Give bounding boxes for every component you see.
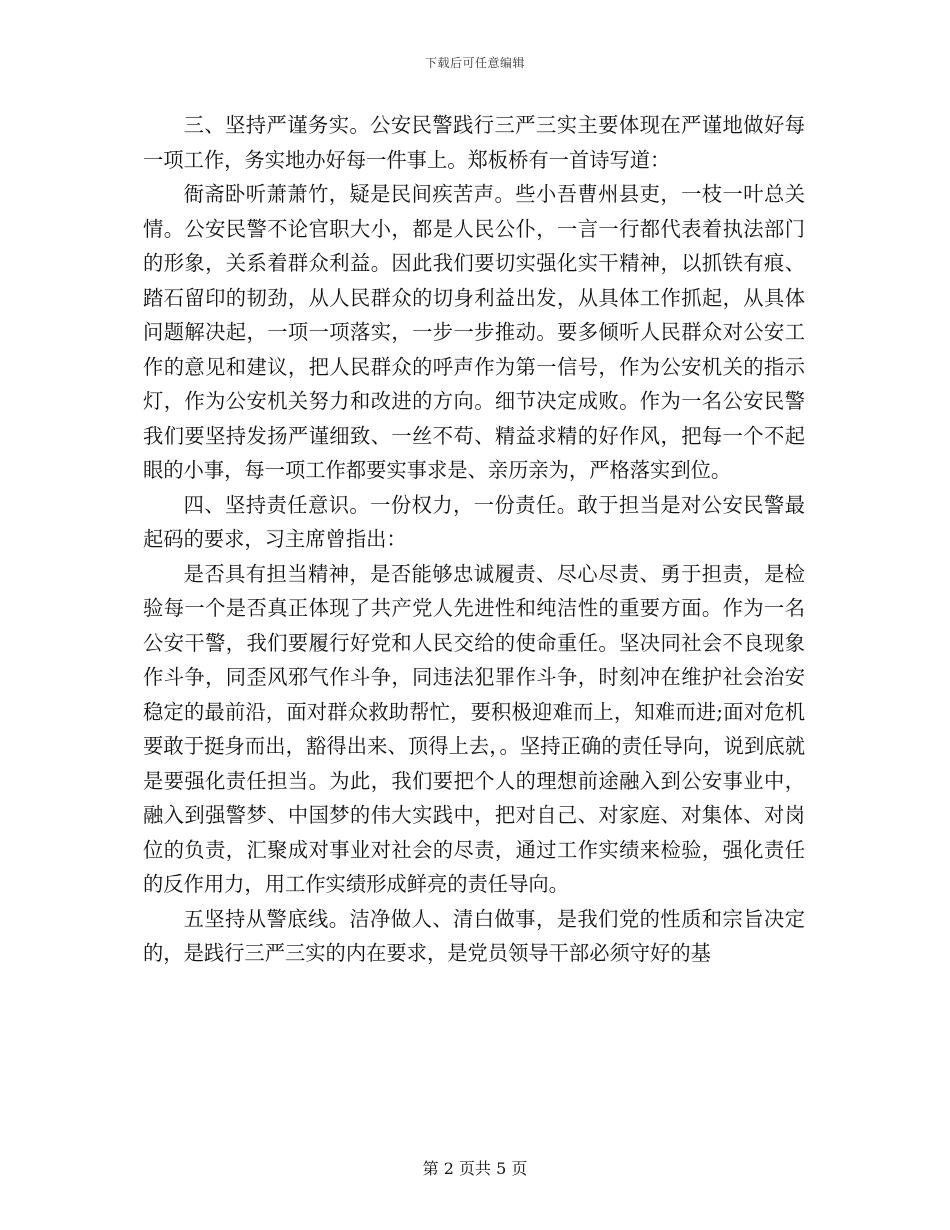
paragraph-poem-quote: 衙斋卧听萧萧竹，疑是民间疾苦声。些小吾曹州县吏，一枝一叶总关情。公安民警不论官职大小，都是人民公仆，一言一行都代表着执法部门的形象，关系着群众利益。因此我们要切实强化实干精神，以抓铁有痕、踏石留印的韧劲，从人民群众的切身利益出发，从具体工作抓起，从具体问题解决起，一项一项落实，一步一步推动。要多倾听人民群众对公安工作的意见和建议，把人民群众的呼声作为第一信号，作为公安机关的指示灯，作为公安机关努力和改进的方向。细节决定成败。作为一名公安民警我们要坚持发扬严谨细致、一丝不苟、精益求精的好作风，把每一个不起眼的小事，每一项工作都要实事求是、亲历亲为，严格落实到位。 xyxy=(143,182,805,482)
page-number: 第 2 页共 5 页 xyxy=(422,1159,528,1178)
paragraph-responsibility: 四、坚持责任意识。一份权力，一份责任。敢于担当是对公安民警最起码的要求，习主席曾指出： xyxy=(143,492,805,551)
page-header-note: 下载后可任意编辑 xyxy=(424,56,525,70)
paragraph-bottom-line: 五坚持从警底线。洁净做人、清白做事，是我们党的性质和宗旨决定的，是践行三严三实的内在要求，是党员领导干部必须守好的基 xyxy=(143,906,805,965)
document-body xyxy=(143,108,805,971)
paragraph-strict-pragmatic: 三、坚持严谨务实。公安民警践行三严三实主要体现在严谨地做好每一项工作，务实地办好每一件事上。郑板桥有一首诗写道： xyxy=(143,113,805,172)
paragraph-responsibility-detail: 是否具有担当精神，是否能够忠诚履责、尽心尽责、勇于担责，是检验每一个是否真正体现了共产党人先进性和纯洁性的重要方面。作为一名公安干警，我们要履行好党和人民交给的使命重任。坚决同社会不良现象作斗争，同歪风邪气作斗争，同违法犯罪作斗争，时刻冲在维护社会治安稳定的最前沿，面对群众救助帮忙，要积极迎难而上，知难而进;面对危机要敢于挺身而出，豁得出来、顶得上去，。坚持正确的责任导向，说到底就是要强化责任担当。为此，我们要把个人的理想前途融入到公安事业中，融入到强警梦、中国梦的伟大实践中，把对自己、对家庭、对集体、对岗位的负责，汇聚成对事业对社会的尽责，通过工作实绩来检验，强化责任的反作用力，用工作实绩形成鲜亮的责任导向。 xyxy=(143,561,805,896)
